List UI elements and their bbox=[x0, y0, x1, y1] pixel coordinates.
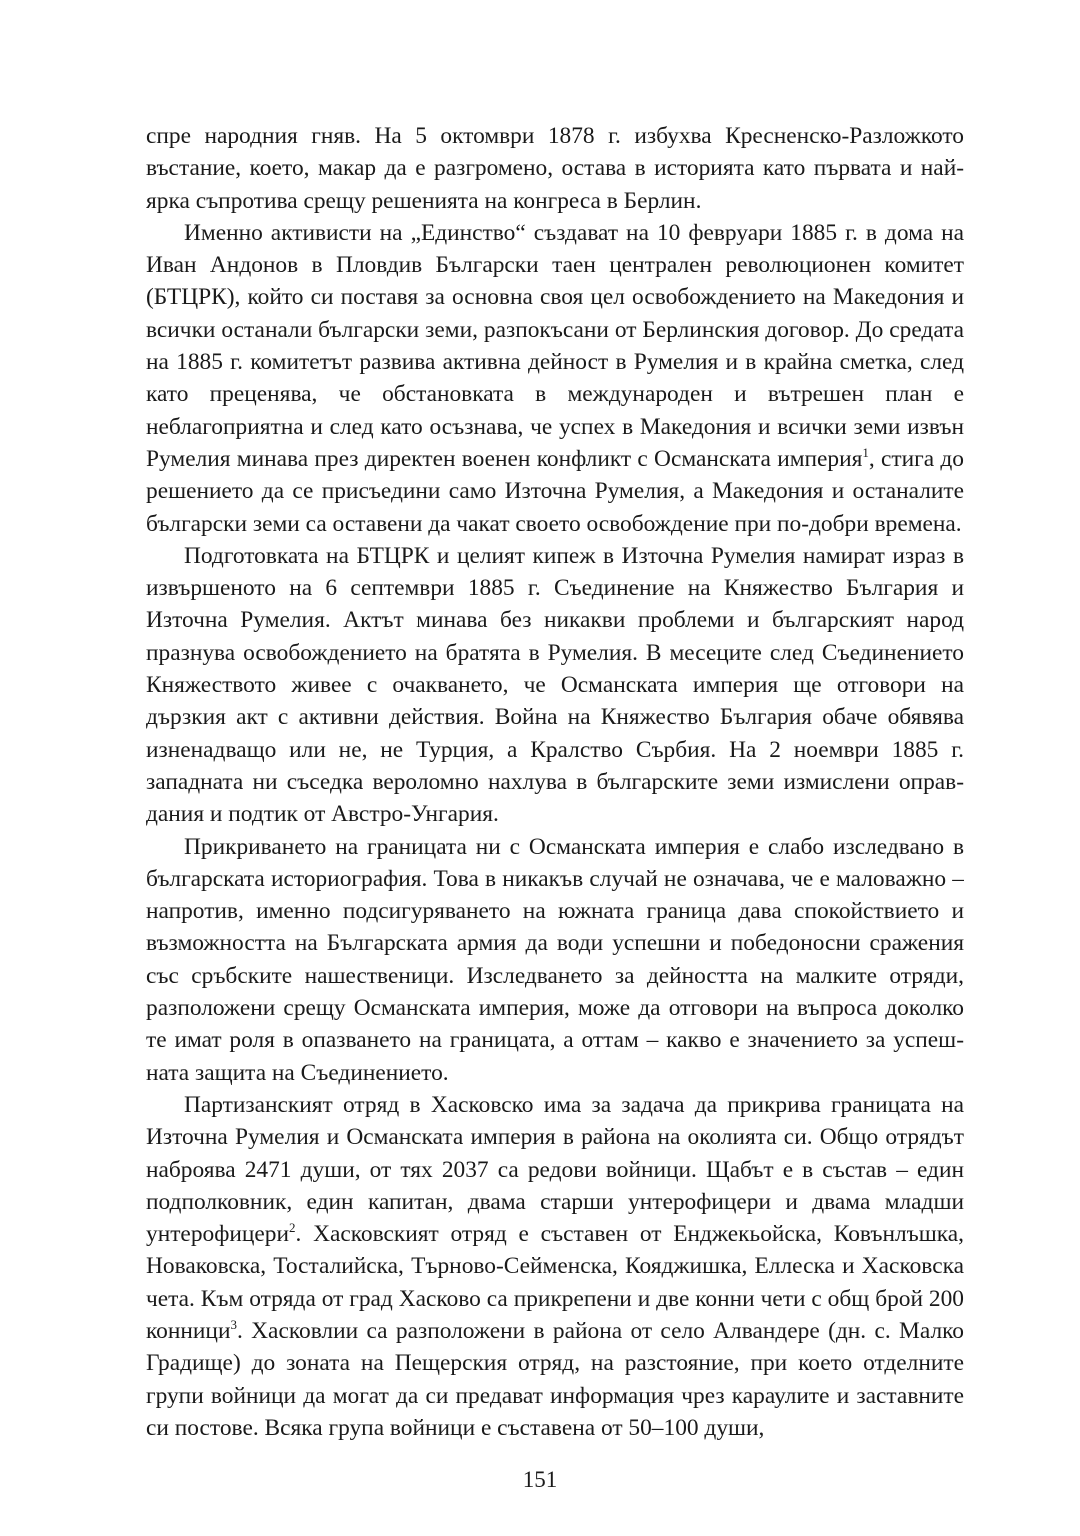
paragraph-4 bbox=[146, 831, 964, 1089]
paragraph-5-text-b: . Хасковският отряд е съставен от Енджекьойска, Ковънлъшка, Новаковска, Тосталийска, Търново-Сейменска, Кояджишка, Еллеска и Хасковска чета. Към отряда от град Хасково са прикрепени и две конни чети с общ брой 200 конници bbox=[146, 1221, 964, 1344]
paragraph-4-text: Прикриването на границата ни с Османската империя е слабо изследвано в българската историография. Това в никакъв случай не означава, че е маловажно – напротив, именно подсигуряването на южната граница дава спокойствието и възможността на Българската армия да води успешни и победоносни сражения със сръбските нашественици. Изследването за дейността на малките отряди, разположени срещу Османската империя, може да отговори на въпроса доколко те имат роля в опазването на границата, а оттам – какво е значението за успешната защита на Съединението. bbox=[146, 833, 964, 1086]
page-number: 151 bbox=[522, 1467, 558, 1492]
paragraph-3 bbox=[146, 540, 964, 831]
paragraph-2-text-b: , стига до решението да се присъедини само Източна Румелия, а Македония и останалите български земи са оставени да чакат своето освобождение при по-добри времена. bbox=[146, 445, 964, 537]
footnote-ref-2[interactable]: 2 bbox=[289, 1220, 296, 1236]
paragraph-1 bbox=[146, 120, 964, 217]
paragraph-1-text: спре народния гняв. На 5 октомври 1878 г. избухва Кресненско-Разложкото въстание, което, макар да е разгромено, остава в историята като първата и най-ярка съпротива срещу решенията на конгреса в Берлин. bbox=[146, 123, 964, 214]
paragraph-3-text: Подготовката на БТЦРК и целият кипеж в Източна Румелия намират израз в извършеното на 6 септември 1885 г. Съединение на Княжество България и Източна Румелия. Актът минава без никакви проблеми и българският народ празнува освобождението на братята в Румелия. В месеците след Съединението Княжеството живее с очакването, че Османската империя ще отговори на дързкия акт с активни действия. Война на Княжество България обаче обявява изненадващо или не, не Турция, а Кралство Сърбия. На 2 ноември 1885 г. западната ни съседка вероломно нахлува в българските земи измислени оправдания и подтик от Австро-Унгария. bbox=[146, 542, 964, 828]
paragraph-5 bbox=[146, 1089, 964, 1444]
paragraph-2 bbox=[146, 217, 964, 540]
paragraph-5-text-a: Партизанският отряд в Хасковско има за задача да прикрива границата на Източна Румелия и Османската империя в района на околията си. Общо отрядът наброява 2471 души, от тях 2037 са редови войници. Щабът е в състав – един подполковник, един капитан, двама старши унтерофицери и двама младши унтерофицери bbox=[146, 1091, 964, 1248]
footnote-ref-1[interactable]: 1 bbox=[862, 445, 869, 461]
page-body bbox=[146, 120, 964, 1460]
paragraph-2-text-a: Именно активисти на „Единство“ създават на 10 февруари 1885 г. в дома на Иван Андонов в Пловдив Български таен централен революционен комитет (БТЦРК), който си поставя за основна своя цел освобождението на Македония и всички останали български земи, разпокъсани от Берлинския договор. До средата на 1885 г. комитетът развива активна дейност в Румелия и в крайна сметка, след като преценява, че обстановката в международен и вътрешен план е неблагоприятна и след като осъзнава, че успех в Македония и всички земи извън Румелия минава през директен военен конфликт с Османската империя bbox=[146, 219, 964, 472]
footnote-ref-3[interactable]: 3 bbox=[230, 1317, 237, 1333]
paragraph-5-text-c: . Хасковлии са разположени в района от село Алвандере (дн. с. Малко Градище) до зоната на Пещерския отряд, на разстояние, при което отделните групи войници да могат да си предават информация чрез караулите и заставните си постове. Всяка група войници е съставена от 50–100 души, bbox=[146, 1317, 964, 1441]
